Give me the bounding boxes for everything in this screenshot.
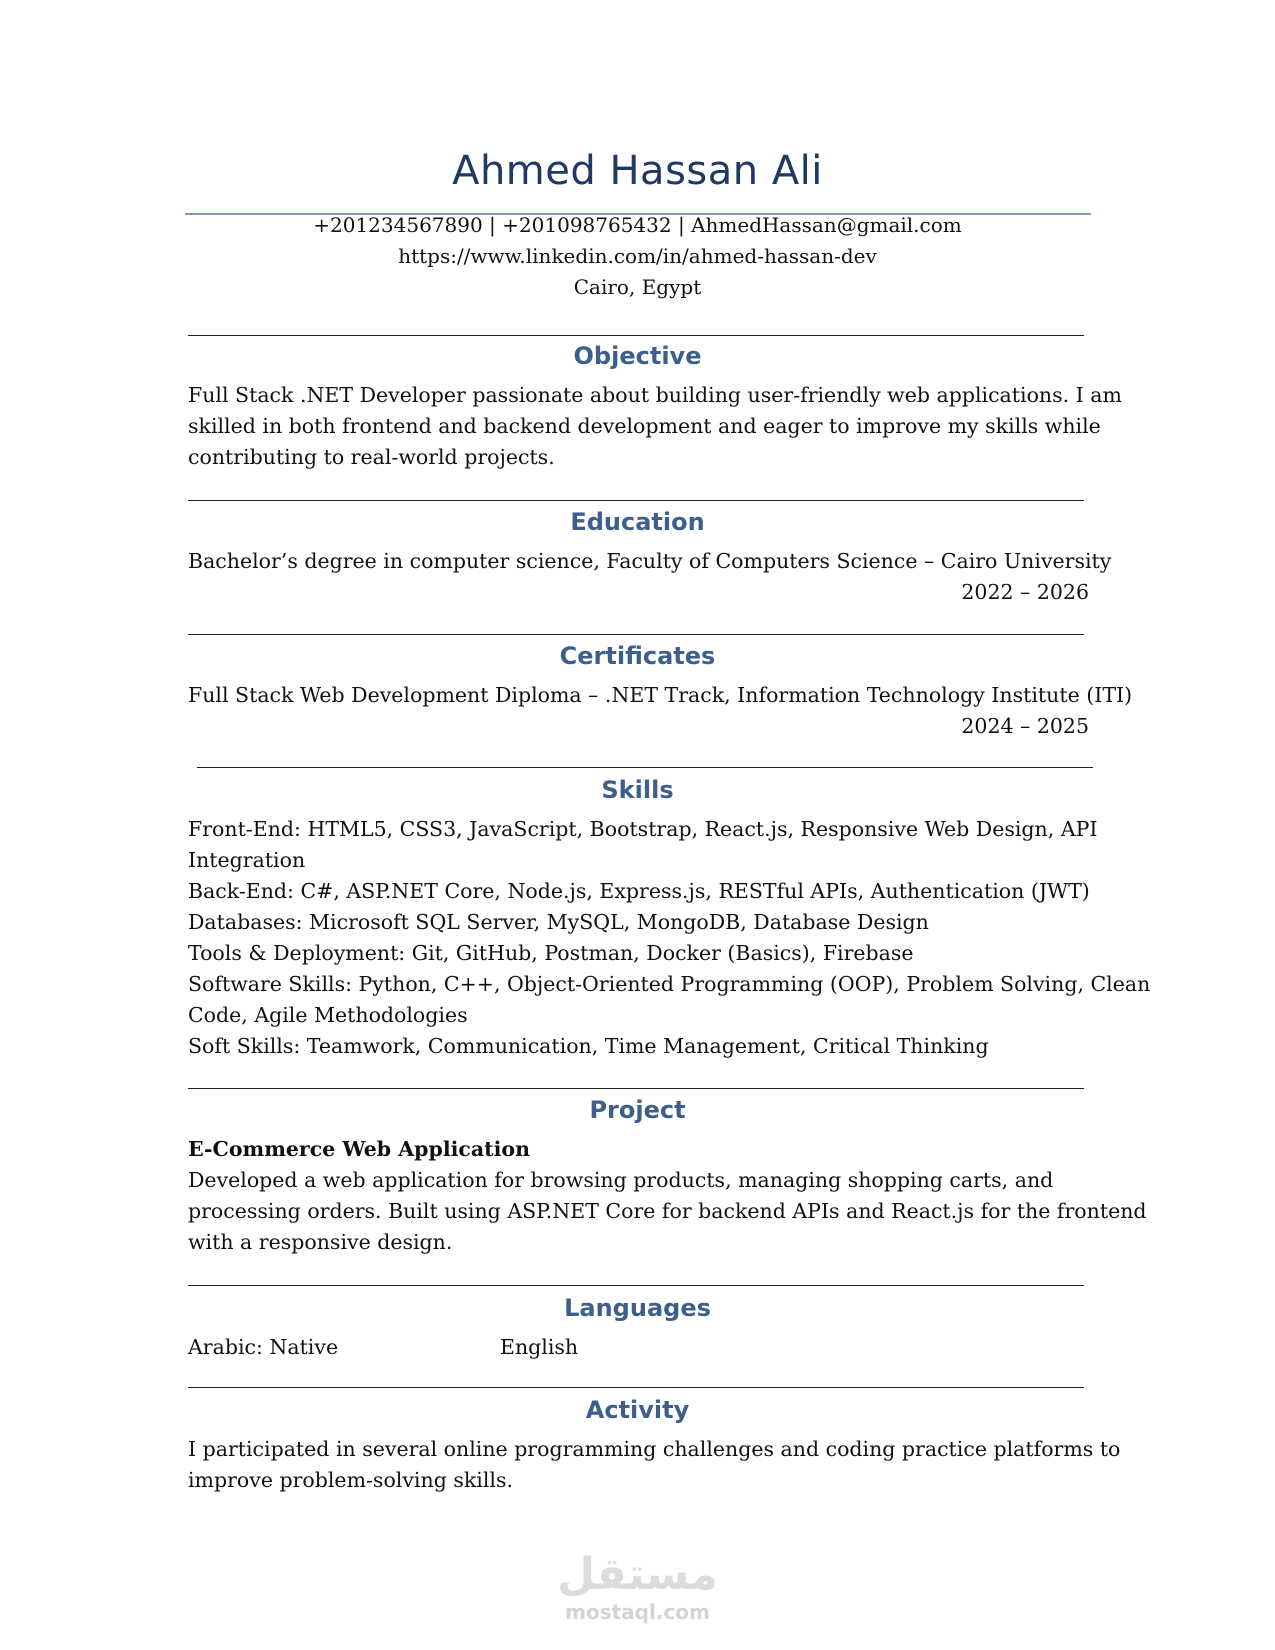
activity-heading: Activity: [585, 1396, 690, 1424]
section-divider: [188, 335, 1084, 336]
education-years: 2022 – 2026: [961, 580, 1089, 604]
section-divider: [188, 634, 1084, 635]
certificate-years: 2024 – 2025: [961, 714, 1089, 738]
project-name: E-Commerce Web Application: [188, 1137, 531, 1161]
mostaql-watermark: [0, 1550, 1275, 1624]
objective-line: Full Stack .NET Developer passionate about building user-friendly web applications. I am: [188, 383, 1122, 407]
skills-heading: Skills: [601, 776, 674, 804]
certificates-heading: Certificates: [559, 642, 716, 670]
skills-line: Front-End: HTML5, CSS3, JavaScript, Bootstrap, React.js, Responsive Web Design, API: [188, 817, 1098, 841]
education-heading: Education: [570, 508, 705, 536]
project-line: Developed a web application for browsing products, managing shopping carts, and: [188, 1168, 1054, 1192]
linkedin-url: https://www.linkedin.com/in/ahmed-hassan-dev: [398, 244, 877, 268]
watermark-url: mostaql.com: [565, 1600, 710, 1624]
skills-line: Back-End: C#, ASP.NET Core, Node.js, Express.js, RESTful APIs, Authentication (JWT): [188, 879, 1090, 903]
skills-line: Soft Skills: Teamwork, Communication, Time Management, Critical Thinking: [188, 1034, 989, 1058]
contact-line: +201234567890 | +201098765432 | AhmedHassan@gmail.com: [313, 213, 962, 237]
skills-line: Code, Agile Methodologies: [188, 1003, 468, 1027]
watermark-arabic: مستقل: [557, 1549, 718, 1600]
section-divider: [197, 767, 1093, 768]
section-divider: [188, 500, 1084, 501]
activity-line: improve problem-solving skills.: [188, 1468, 513, 1492]
candidate-name: Ahmed Hassan Ali: [452, 148, 823, 194]
languages-heading: Languages: [564, 1294, 711, 1322]
skills-line: Integration: [188, 848, 306, 872]
location: Cairo, Egypt: [573, 275, 702, 299]
section-divider: [188, 1387, 1084, 1388]
education-degree: Bachelor’s degree in computer science, Faculty of Computers Science – Cairo University: [188, 549, 1112, 573]
objective-heading: Objective: [573, 342, 702, 370]
project-line: with a responsive design.: [188, 1230, 453, 1254]
certificate-name: Full Stack Web Development Diploma – .NET Track, Information Technology Institute (ITI): [188, 683, 1133, 707]
section-divider: [188, 1088, 1084, 1089]
section-divider: [188, 1285, 1084, 1286]
skills-line: Tools & Deployment: Git, GitHub, Postman, Docker (Basics), Firebase: [188, 941, 914, 965]
objective-line: skilled in both frontend and backend development and eager to improve my skills while: [188, 414, 1101, 438]
activity-line: I participated in several online programming challenges and coding practice platforms to: [188, 1437, 1121, 1461]
project-line: processing orders. Built using ASP.NET Core for backend APIs and React.js for the frontend: [188, 1199, 1147, 1223]
skills-line: Databases: Microsoft SQL Server, MySQL, MongoDB, Database Design: [188, 910, 929, 934]
objective-line: contributing to real-world projects.: [188, 445, 555, 469]
skills-line: Software Skills: Python, C++, Object-Oriented Programming (OOP), Problem Solving, Clean: [188, 972, 1151, 996]
language-item: Arabic: Native: [188, 1335, 339, 1359]
project-heading: Project: [589, 1096, 686, 1124]
language-item: English: [500, 1335, 579, 1359]
